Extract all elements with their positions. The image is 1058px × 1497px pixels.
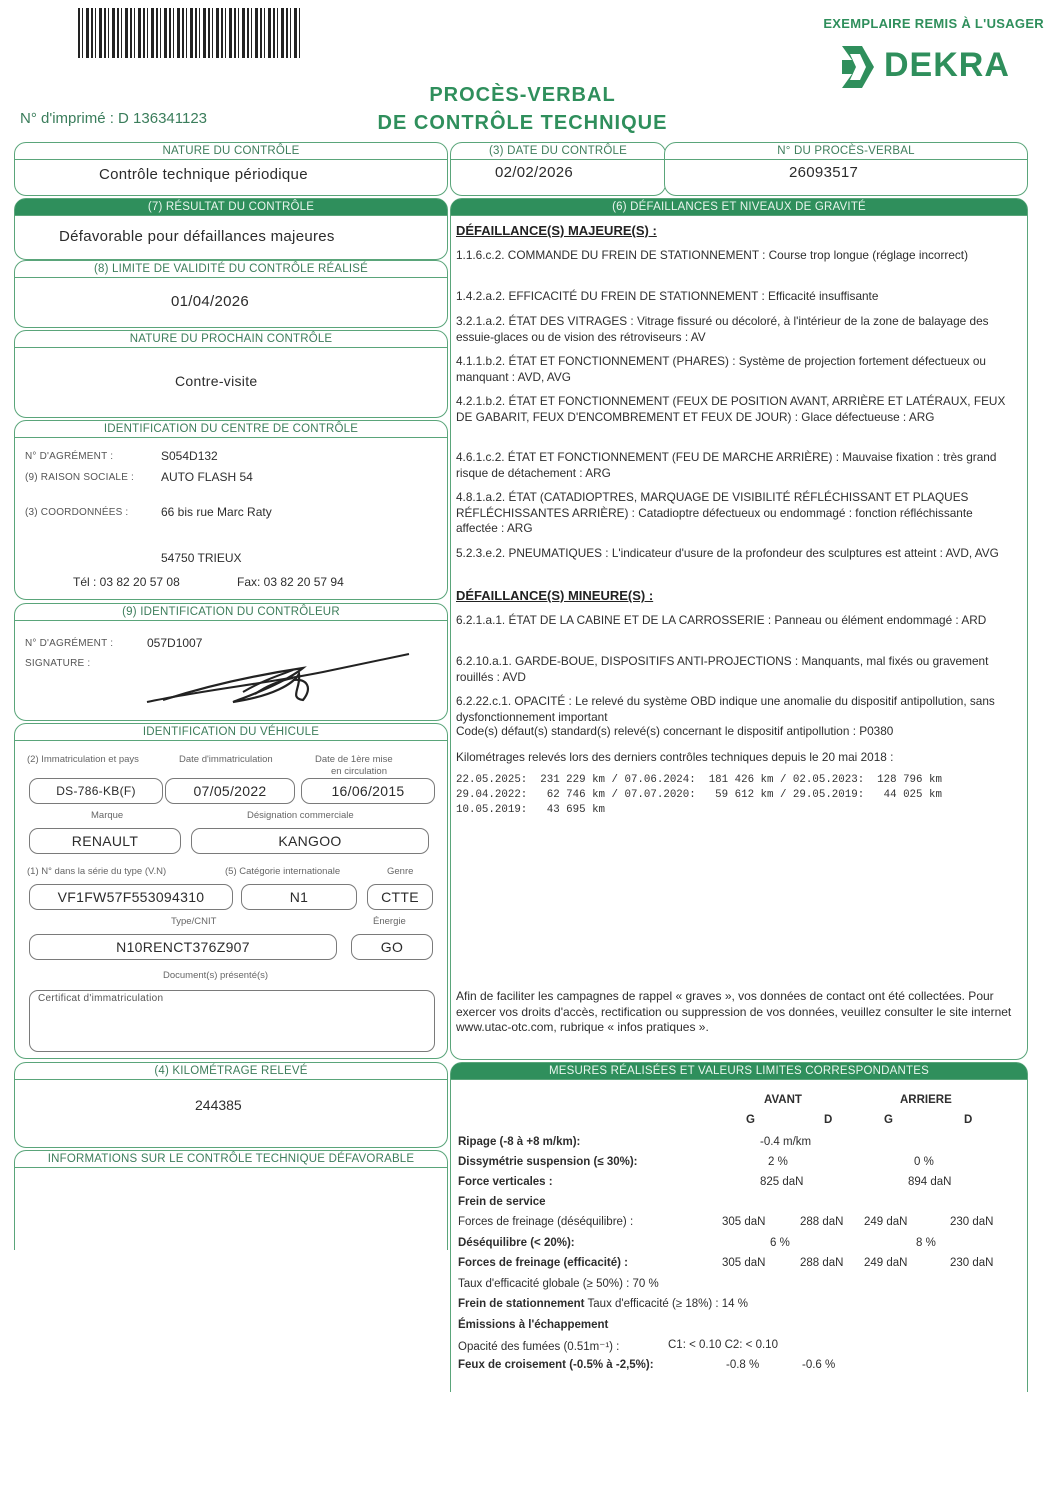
vin-field: VF1FW57F553094310 — [29, 884, 233, 910]
unbalance-force-fl: 305 daN — [722, 1216, 766, 1228]
title-line-1: PROCÈS-VERBAL — [429, 84, 616, 106]
mileage-value: 244385 — [195, 1097, 242, 1113]
barcode — [78, 8, 300, 58]
validity-header: (8) LIMITE DE VALIDITÉ DU CONTRÔLE RÉALISÉ — [15, 261, 447, 278]
efficiency-force-fl: 305 daN — [722, 1257, 766, 1269]
parking-brake-label: Frein de stationnement — [458, 1298, 585, 1310]
major-defect-4: 4.1.1.b.2. ÉTAT ET FONCTIONNEMENT (PHARES) : Système de projection fortement défectueux ou manquant : AVD, AVG — [456, 354, 986, 384]
result-box — [14, 198, 448, 260]
center-fax: Fax: 03 82 20 57 94 — [237, 575, 344, 589]
center-address: 66 bis rue Marc Raty — [161, 505, 272, 519]
minor-defect-3: 6.2.22.c.1. OPACITÉ : Le relevé du système OBD indique une anomalie du dispositif antipollution, sans dysfonctionnement important — [456, 694, 995, 724]
control-nature-header: NATURE DU CONTRÔLE — [15, 143, 447, 160]
validity-value: 01/04/2026 — [171, 293, 250, 310]
printed-number-label: N° d'imprimé : — [20, 110, 114, 127]
pv-number-box — [664, 142, 1028, 196]
dipped-beam-label: Feux de croisement (-0.5% à -2,5%): — [458, 1359, 654, 1371]
type-label: Type/CNIT — [171, 916, 217, 927]
copy-note: EXEMPLAIRE REMIS À L'USAGER — [823, 16, 1044, 31]
global-efficiency: Taux d'efficacité globale (≥ 50%) : 70 % — [458, 1278, 659, 1290]
model-label: Désignation commerciale — [247, 810, 354, 821]
km-intro: Kilométrages relevés lors des derniers contrôles techniques depuis le 20 mai 2018 : — [456, 750, 894, 764]
category-field: N1 — [241, 884, 357, 910]
ripage-label: Ripage (-8 à +8 m/km): — [458, 1136, 581, 1148]
unfavorable-info-header: INFORMATIONS SUR LE CONTRÔLE TECHNIQUE DÉFAVORABLE — [15, 1151, 447, 1168]
efficiency-force-rr: 230 daN — [950, 1257, 994, 1269]
center-city: 54750 TRIEUX — [161, 551, 242, 565]
title-line-2: DE CONTRÔLE TECHNIQUE — [377, 112, 668, 134]
control-nature-box — [14, 142, 448, 196]
parking-brake-row — [458, 1298, 748, 1310]
documents-value: Certificat d'immatriculation — [38, 993, 164, 1004]
type-field: N10RENCT376Z907 — [29, 934, 337, 960]
measures-header: MESURES RÉALISÉES ET VALEURS LIMITES CORRESPONDANTES — [451, 1063, 1027, 1080]
control-date-box — [450, 142, 666, 196]
energy-field: GO — [351, 934, 433, 960]
rear-right-label: D — [964, 1114, 973, 1126]
center-agreement-label: N° D'AGRÉMENT : — [25, 451, 114, 462]
minor-defect-4: Code(s) défaut(s) standard(s) relevé(s) concernant le dispositif antipollution : P0380 — [456, 724, 894, 738]
controller-agreement-label: N° D'AGRÉMENT : — [25, 638, 114, 649]
make-label: Marque — [91, 810, 124, 821]
first-circ-field: 16/06/2015 — [301, 778, 435, 804]
km-line-2: 29.04.2022: 62 746 km / 07.07.2020: 59 612 km / 29.05.2019: 44 025 km — [456, 789, 942, 801]
unbalance-rear: 8 % — [916, 1237, 936, 1249]
next-control-header: NATURE DU PROCHAIN CONTRÔLE — [15, 331, 447, 348]
result-value: Défavorable pour défaillances majeures — [59, 228, 335, 245]
control-date-header: (3) DATE DU CONTRÔLE — [451, 143, 665, 160]
center-coords-label: (3) COORDONNÉES : — [25, 507, 129, 518]
unbalance-label: Déséquilibre (< 20%): — [458, 1237, 575, 1249]
unbalance-forces-label: Forces de freinage (déséquilibre) : — [458, 1216, 634, 1228]
major-defect-1: 1.1.6.c.2. COMMANDE DU FREIN DE STATIONNEMENT : Course trop longue (réglage incorrect) — [456, 248, 968, 262]
controller-header: (9) IDENTIFICATION DU CONTRÔLEUR — [15, 604, 447, 621]
genre-field: CTTE — [367, 884, 433, 910]
make-field: RENAULT — [29, 828, 181, 854]
vertical-force-rear: 894 daN — [908, 1176, 952, 1188]
printed-number-value: D 136341123 — [118, 110, 208, 127]
front-right-label: D — [824, 1114, 833, 1126]
efficiency-force-fr: 288 daN — [800, 1257, 844, 1269]
emissions-label: Émissions à l'échappement — [458, 1319, 609, 1331]
genre-label: Genre — [387, 866, 414, 877]
vehicle-box — [14, 723, 448, 1059]
controller-agreement-value: 057D1007 — [147, 636, 203, 650]
recall-note: Afin de faciliter les campagnes de rappel « graves », vos données de contact ont été collectées. Pour exercer vos droits d'accès, rectification ou suppression de vos données, veuillez consulter le site internet www.utac-otc.com, rubrique « infos pratiques ». — [456, 989, 1012, 1034]
next-control-box — [14, 330, 448, 418]
center-header: IDENTIFICATION DU CENTRE DE CONTRÔLE — [15, 421, 447, 438]
control-date-value: 02/02/2026 — [495, 164, 574, 181]
center-name-label: (9) RAISON SOCIALE : — [25, 472, 135, 483]
front-axle-label: AVANT — [764, 1094, 802, 1106]
result-header: (7) RÉSULTAT DU CONTRÔLE — [15, 199, 447, 216]
signature-label: SIGNATURE : — [25, 658, 91, 669]
service-brake-label: Frein de service — [458, 1196, 546, 1208]
dipped-beam-right: -0.6 % — [802, 1359, 836, 1371]
suspension-rear: 0 % — [914, 1156, 934, 1168]
registration-label: (2) Immatriculation et pays — [27, 754, 139, 765]
first-circ-label-1: Date de 1ère mise — [315, 754, 393, 765]
vehicle-header: IDENTIFICATION DU VÉHICULE — [15, 724, 447, 741]
vin-label: (1) N° dans la série du type (V.N) — [27, 866, 167, 877]
major-defect-6: 4.6.1.c.2. ÉTAT ET FONCTIONNEMENT (FEU DE MARCHE ARRIÈRE) : Mauvaise fixation : très grand risque de détachement : ARG — [456, 450, 997, 480]
energy-label: Énergie — [373, 916, 406, 927]
printed-number — [20, 110, 207, 127]
pv-number-header: N° DU PROCÈS-VERBAL — [665, 143, 1027, 160]
efficiency-forces-label: Forces de freinage (efficacité) : — [458, 1257, 628, 1269]
brand-logo-text: DEKRA — [884, 46, 1010, 84]
km-line-1: 22.05.2025: 231 229 km / 07.06.2024: 181 426 km / 02.05.2023: 128 796 km — [456, 774, 942, 786]
major-defect-8: 5.2.3.e.2. PNEUMATIQUES : L'indicateur d'usure de la profondeur des sculptures est atteint : AVD, AVG — [456, 546, 999, 560]
model-field: KANGOO — [191, 828, 429, 854]
category-label: (5) Catégorie internationale — [225, 866, 341, 877]
efficiency-force-rl: 249 daN — [864, 1257, 908, 1269]
minor-defect-2: 6.2.10.a.1. GARDE-BOUE, DISPOSITIFS ANTI-PROJECTIONS : Manquants, mal fixés ou gravement rouillés : AVD — [456, 654, 989, 684]
mileage-box — [14, 1062, 448, 1148]
documents-field — [29, 990, 435, 1052]
unbalance-force-rr: 230 daN — [950, 1216, 994, 1228]
vertical-force-label: Force verticales : — [458, 1176, 553, 1188]
ripage-value: -0.4 m/km — [760, 1136, 812, 1148]
reg-date-field: 07/05/2022 — [165, 778, 295, 804]
center-box — [14, 420, 448, 600]
major-defect-7: 4.8.1.a.2. ÉTAT (CATADIOPTRES, MARQUAGE DE VISIBILITÉ RÉFLÉCHISSANT ET PLAQUES RÉFLÉCHISSANTES ARRIÈRE) : Catadioptre défectueux ou endommagé : fonction réfléchissante affectée : ARG — [456, 490, 973, 535]
suspension-front: 2 % — [768, 1156, 788, 1168]
unbalance-force-rl: 249 daN — [864, 1216, 908, 1228]
documents-label: Document(s) présenté(s) — [163, 970, 269, 981]
minor-defects-title: DÉFAILLANCE(S) MINEURE(S) : — [456, 588, 654, 603]
control-nature-value: Contrôle technique périodique — [99, 166, 308, 183]
vertical-force-front: 825 daN — [760, 1176, 804, 1188]
opacity-label: Opacité des fumées (0.51m⁻¹) : — [458, 1341, 620, 1353]
next-control-value: Contre-visite — [175, 373, 258, 389]
defects-header: (6) DÉFAILLANCES ET NIVEAUX DE GRAVITÉ — [451, 199, 1027, 216]
opacity-value: C1: < 0.10 C2: < 0.10 — [668, 1339, 778, 1351]
major-defect-3: 3.2.1.a.2. ÉTAT DES VITRAGES : Vitrage fissuré ou décoloré, à l'intérieur de la zone de balayage des essuie-glaces ou de vision des rétroviseurs : AV — [456, 314, 989, 344]
center-tel: Tél : 03 82 20 57 08 — [73, 575, 180, 589]
mileage-header: (4) KILOMÉTRAGE RELEVÉ — [15, 1063, 447, 1080]
center-agreement-value: S054D132 — [161, 449, 218, 463]
dipped-beam-left: -0.8 % — [726, 1359, 760, 1371]
major-defects-title: DÉFAILLANCE(S) MAJEURE(S) : — [456, 223, 657, 238]
major-defect-2: 1.4.2.a.2. EFFICACITÉ DU FREIN DE STATIONNEMENT : Efficacité insuffisante — [456, 289, 879, 303]
unbalance-front: 6 % — [770, 1237, 790, 1249]
signature-image — [143, 644, 423, 714]
reg-date-label: Date d'immatriculation — [179, 754, 273, 765]
pv-number-value: 26093517 — [789, 164, 859, 181]
km-line-3: 10.05.2019: 43 695 km — [456, 804, 606, 816]
front-left-label: G — [746, 1114, 755, 1126]
first-circ-label-2: en circulation — [331, 766, 387, 777]
parking-brake-value: Taux d'efficacité (≥ 18%) : 14 % — [587, 1298, 748, 1310]
minor-defect-1: 6.2.1.a.1. ÉTAT DE LA CABINE ET DE LA CARROSSERIE : Panneau ou élément endommagé : ARD — [456, 613, 987, 627]
registration-field: DS-786-KB(F) — [29, 778, 163, 804]
rear-axle-label: ARRIERE — [900, 1094, 952, 1106]
suspension-label: Dissymétrie suspension (≤ 30%): — [458, 1156, 638, 1168]
major-defect-5: 4.2.1.b.2. ÉTAT ET FONCTIONNEMENT (FEUX DE POSITION AVANT, ARRIÈRE ET LATÉRAUX, FEUX DE GABARIT, FEUX D'ENCOMBREMENT ET FEUX DE JOUR) : Glace défectueuse : ARG — [456, 394, 1006, 424]
controller-box — [14, 603, 448, 721]
validity-box — [14, 260, 448, 328]
rear-left-label: G — [884, 1114, 893, 1126]
unbalance-force-fr: 288 daN — [800, 1216, 844, 1228]
unfavorable-info-box — [14, 1150, 448, 1250]
center-name-value: AUTO FLASH 54 — [161, 470, 253, 484]
